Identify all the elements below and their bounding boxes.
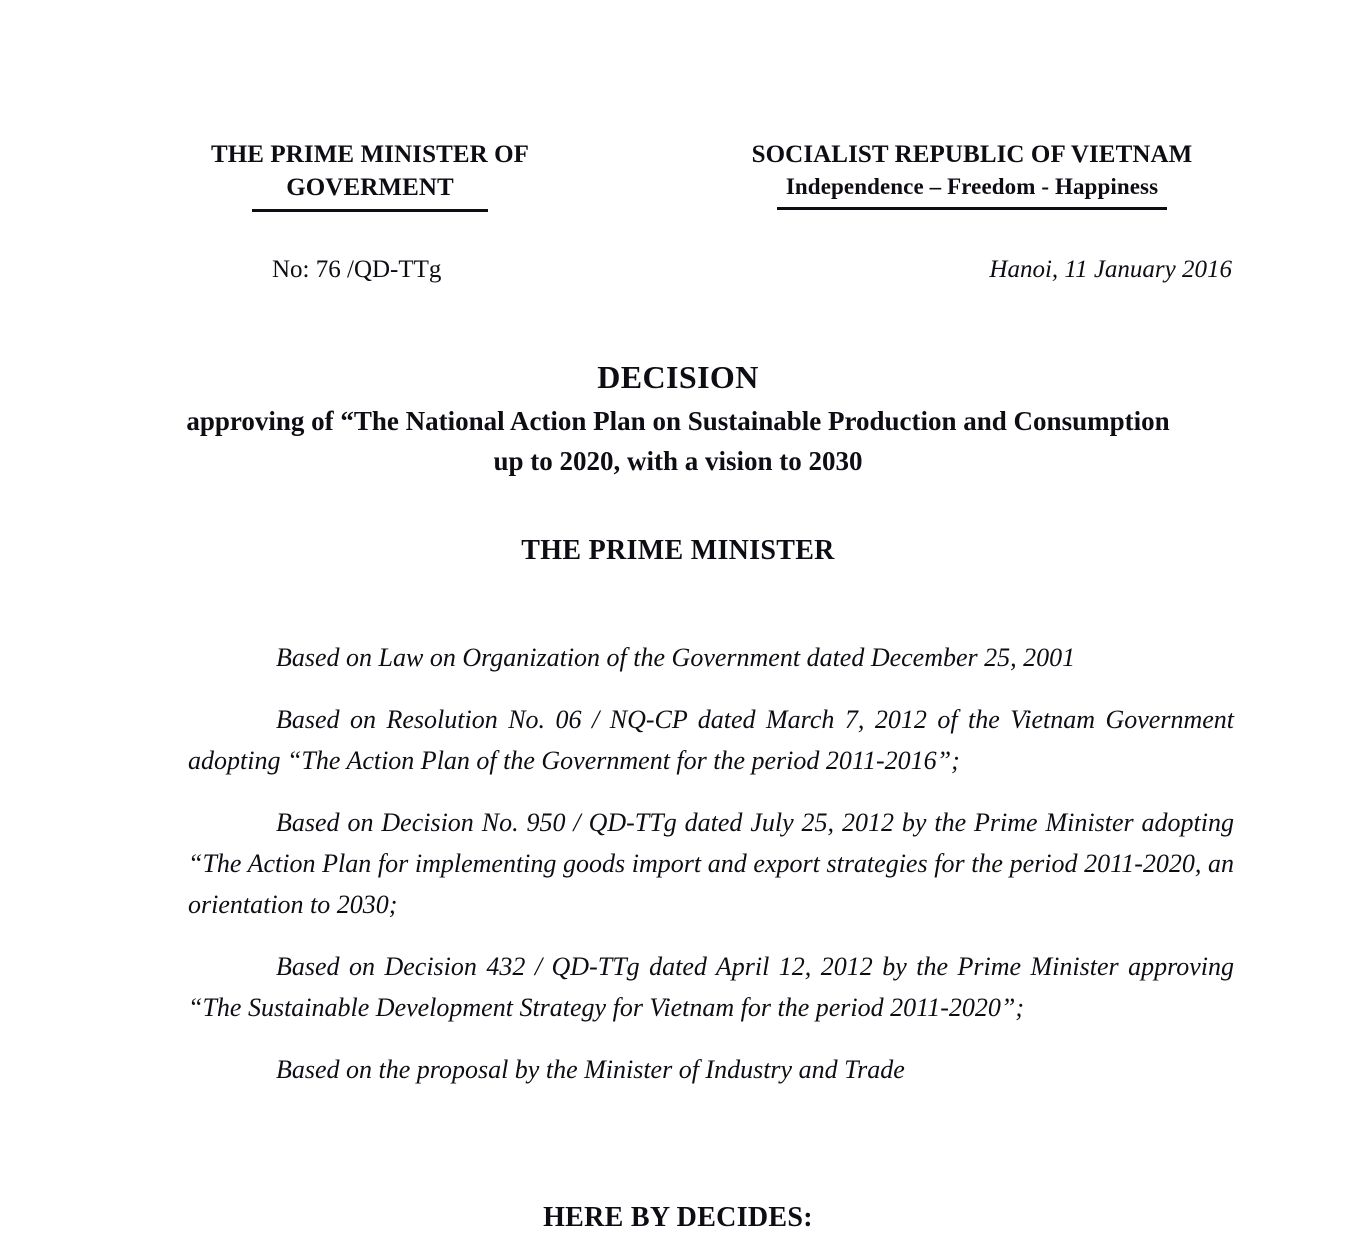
masthead [0,138,1356,212]
document-number: No: 76 /QD-TTg [272,256,442,283]
national-motto-line: Independence – Freedom - Happiness [785,174,1159,199]
preamble-paragraph: Based on Decision No. 950 / QD-TTg dated July 25, 2012 by the Prime Minister adopting “The Action Plan for implementing goods import and export strategies for the period 2011-2020, an orientation to 2030; [188,808,1234,919]
national-motto-wrap [672,171,1272,210]
preamble-paragraph: Based on Resolution No. 06 / NQ-CP dated March 7, 2012 of the Vietnam Government adopting “The Action Plan of the Government for the period 2011-2016”; [188,705,1234,775]
preamble-block [188,637,1234,1090]
place-and-date: Hanoi, 11 January 2016 [989,256,1232,283]
preamble-paragraph: Based on Decision 432 / QD-TTg dated April 12, 2012 by the Prime Minister approving “The Sustainable Development Strategy for Vietnam for the period 2011-2020”; [188,952,1234,1022]
masthead-left-block [80,138,660,212]
issuing-authority-line1: THE PRIME MINISTER OF [210,141,530,168]
issuing-authority-line2: GOVERMENT [286,174,454,201]
page-subtitle: approving of “The National Action Plan on Sustainable Production and Consumption up to 2020, with a vision to 2030 [186,406,1170,476]
masthead-right-block [672,138,1272,210]
authority-heading: THE PRIME MINISTER [521,535,835,566]
decides-heading: HERE BY DECIDES: [543,1202,813,1233]
preamble-paragraph: Based on the proposal by the Minister of Industry and Trade [276,1055,905,1084]
reference-row [0,253,1356,293]
issuing-authority-underline [252,209,488,212]
national-motto-underline [777,207,1167,210]
page-title: DECISION [597,359,759,395]
preamble-paragraph: Based on Law on Organization of the Government dated December 25, 2001 [276,643,1076,672]
issuing-authority-line2-wrap [80,171,660,212]
national-title-line: SOCIALIST REPUBLIC OF VIETNAM [751,141,1193,168]
